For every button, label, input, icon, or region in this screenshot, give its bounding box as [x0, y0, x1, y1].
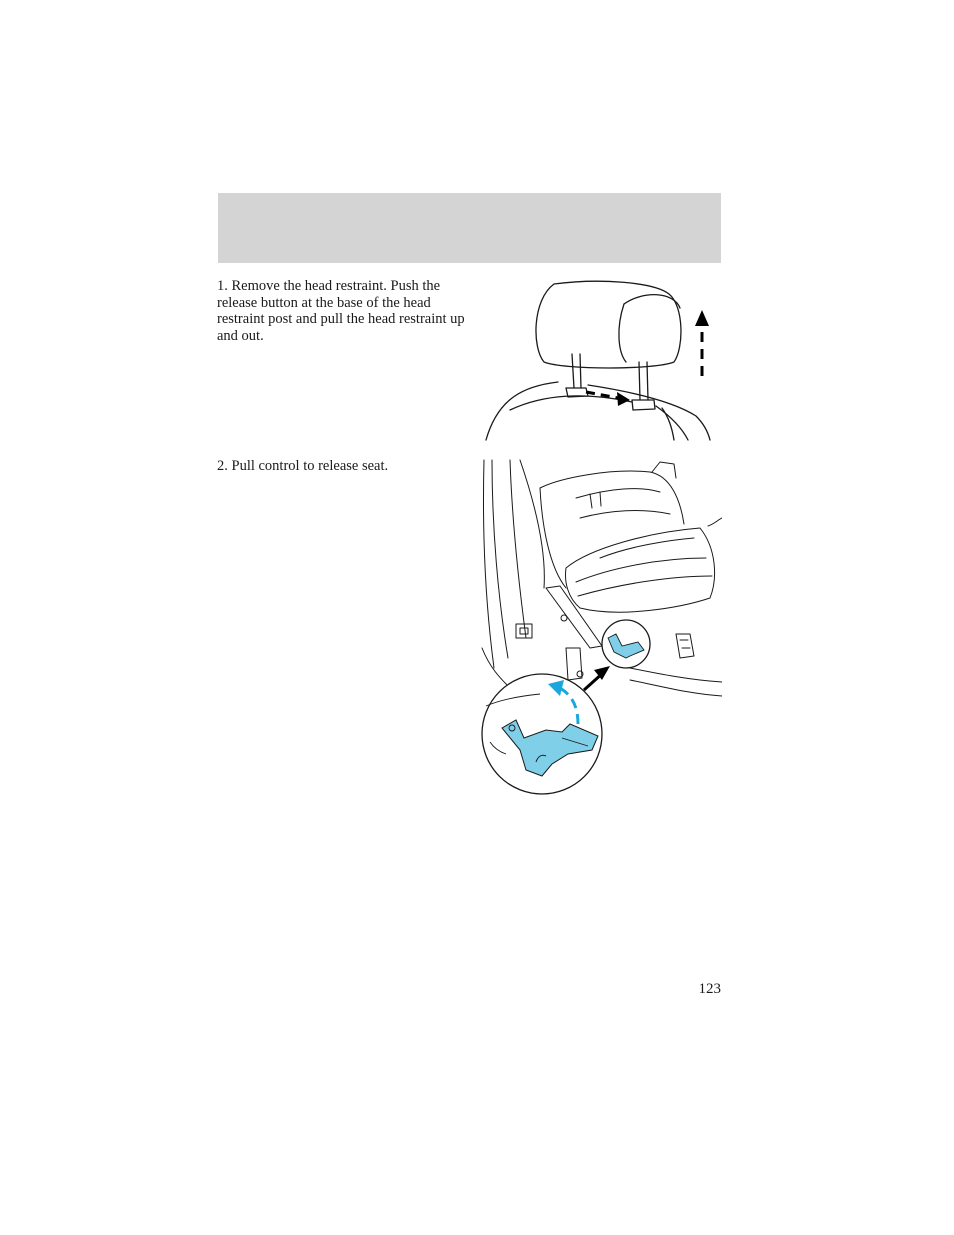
seat-release-illustration: [480, 458, 722, 798]
page-number: 123: [698, 981, 721, 997]
step-2-text: 2. Pull control to release seat.: [217, 458, 389, 474]
head-restraint-illustration: [484, 278, 716, 444]
section-header-band: [218, 193, 721, 263]
step-1-text: 1. Remove the head restraint. Push the release button at the base of the head restraint post and pull the head restraint up and out.: [217, 278, 465, 344]
